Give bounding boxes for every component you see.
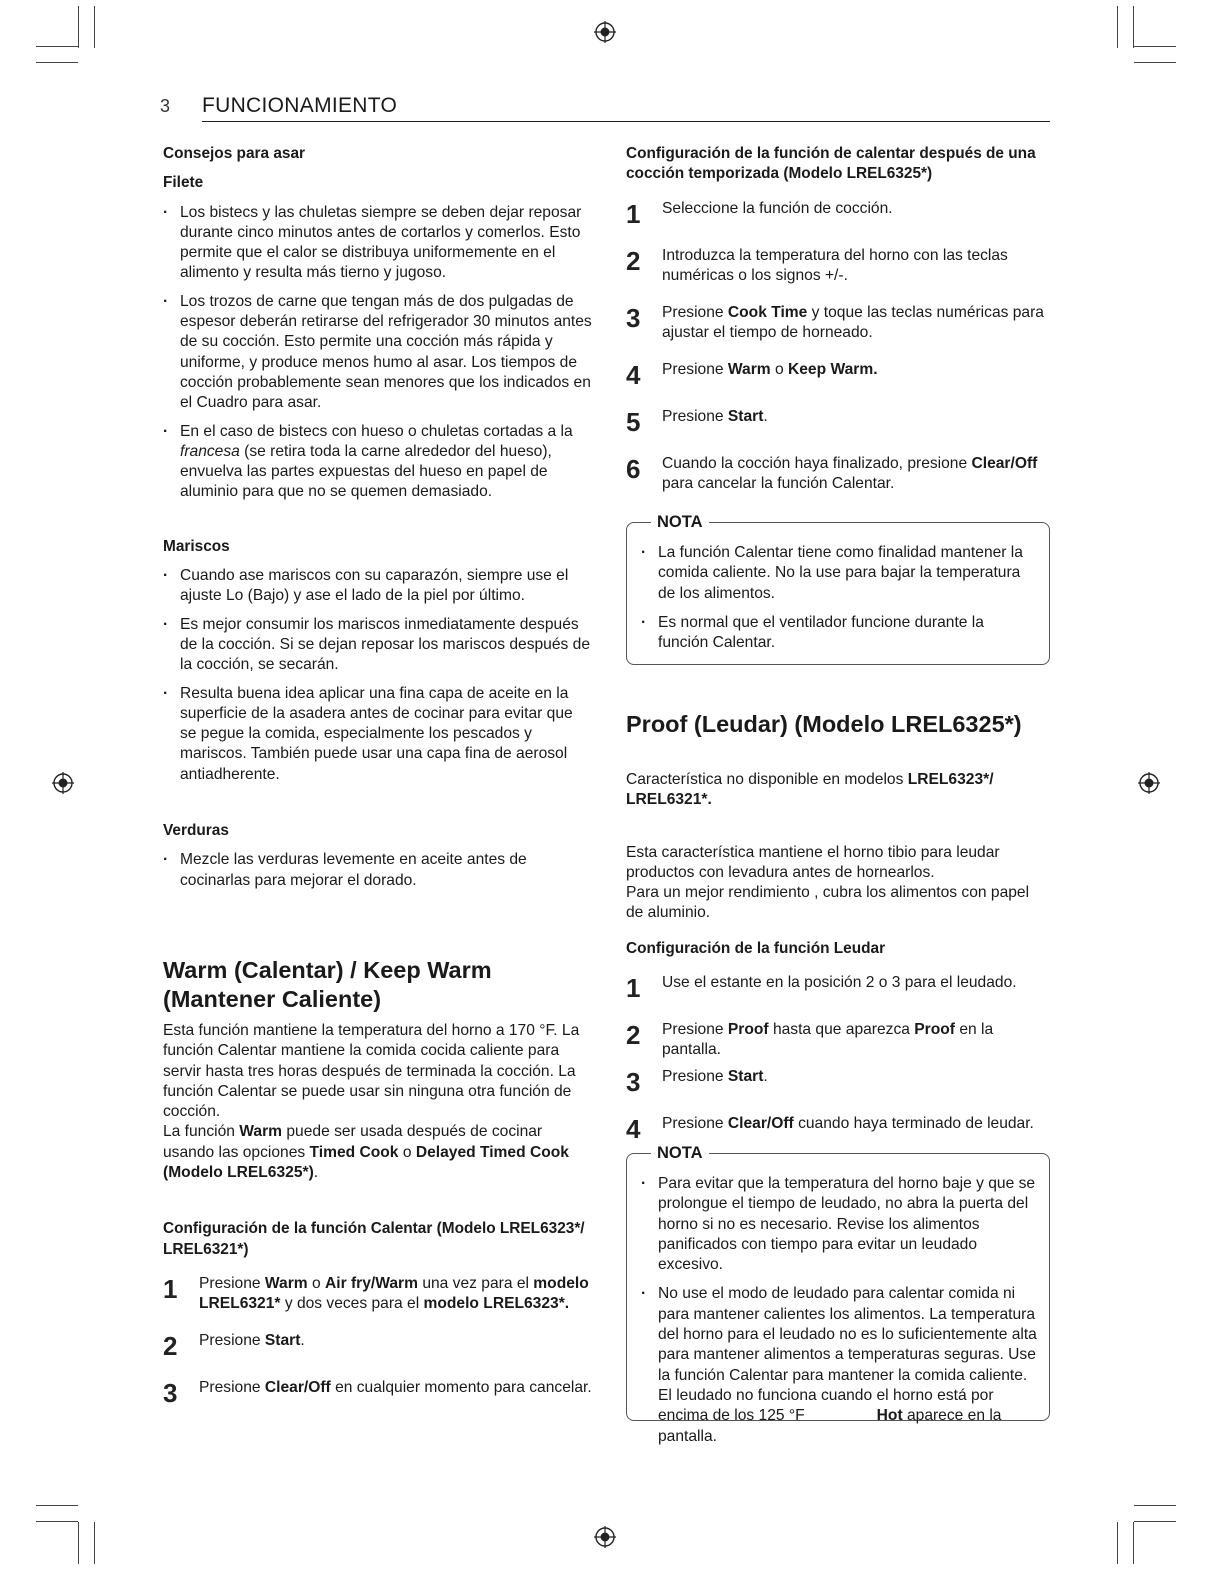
step-item: 3 Presione Cook Time y toque las teclas numéricas para ajustar el tiempo de horneado.	[626, 302, 1044, 341]
note-list	[627, 523, 1049, 653]
crop-mark	[1134, 46, 1176, 47]
seafood-title: Mariscos	[163, 537, 230, 555]
seafood-list	[163, 566, 593, 785]
steak-list	[163, 203, 593, 503]
crop-mark	[36, 46, 78, 47]
step-item: 1 Use el estante en la posición 2 o 3 para el leudado.	[626, 973, 1017, 1004]
warm-heading: Warm (Calentar) / Keep Warm (Mantener Caliente)	[163, 957, 492, 1012]
warm-config-title: Configuración de la función Calentar (Modelo LREL6323*/ LREL6321*)	[163, 1220, 585, 1258]
crop-mark	[36, 62, 78, 63]
warm-after-steps	[626, 199, 1050, 495]
list-item: · Los trozos de carne que tengan más de dos pulgadas de espesor deberán retirarse del refrigerador 30 minutos antes de su cocción. Esto permite una cocción más rápida y uniforme, y produce menos humo al asar. Los tiempos de cocción probablemente sean menores que los indicados en el Cuadro para asar.	[163, 292, 593, 414]
step-item: 2 Introduzca la temperatura del horno con las teclas numéricas o los signos +/-.	[626, 245, 1008, 284]
list-item: · En el caso de bistecs con hueso o chuletas cortadas a la francesa (se retira toda la carne alrededor del hueso), envuelva las partes expuestas del hueso en papel de aluminio para que no se quemen demasiado.	[163, 422, 593, 503]
crop-mark	[1133, 6, 1134, 48]
step-item: 5 Presione Start.	[626, 406, 768, 437]
registration-mark-icon	[1138, 772, 1160, 794]
step-item: 1 Presione Warm o Air fry/Warm una vez para el modelo LREL6321* y dos veces para el modelo LREL6323*.	[163, 1273, 589, 1313]
grill-tips-title: Consejos para asar	[163, 145, 306, 162]
registration-mark-icon	[594, 1526, 616, 1548]
step-item: 4 Presione Clear/Off cuando haya terminado de leudar.	[626, 1114, 1034, 1145]
step-item: 2 Presione Start.	[163, 1330, 305, 1361]
crop-mark	[1134, 1505, 1176, 1506]
warm-description: Esta función mantiene la temperatura del horno a 170 °F. La función Calentar mantiene la comida cocida caliente para servir hasta tres horas después de terminada la cocción. La función Calentar se puede usar sin ninguna otra función de cocción.	[163, 1022, 580, 1121]
crop-mark	[94, 6, 95, 48]
list-item: · Los bistecs y las chuletas siempre se deben dejar reposar durante cinco minutos antes de cortarlos y comerlos. Esto permite que el calor se distribuya uniformemente en el alimento y resulta más tierno y jugoso.	[163, 203, 593, 284]
step-item: 3 Presione Start.	[626, 1067, 768, 1098]
crop-mark	[1133, 1522, 1134, 1564]
crop-mark	[1134, 62, 1176, 63]
step-item: 2 Presione Proof hasta que aparezca Proof en la pantalla.	[626, 1020, 994, 1059]
list-item: · Es mejor consumir los mariscos inmediatamente después de la cocción. Si se dejan reposar los mariscos después de la cocción, se secarán.	[163, 615, 593, 676]
warm-description-2: La función Warm puede ser usada después de cocinar usando las opciones Timed Cook o Delayed Timed Cook (Modelo LREL6325*).	[163, 1123, 569, 1182]
crop-mark	[78, 1522, 79, 1564]
note-box	[626, 1144, 1050, 1445]
proof-description: Esta característica mantiene el horno tibio para leudar productos con levadura antes de hornearlos.	[626, 843, 1000, 881]
crop-mark	[94, 1522, 95, 1564]
steak-title: Filete	[163, 174, 204, 192]
crop-mark	[1134, 1521, 1176, 1522]
registration-mark-icon	[52, 772, 74, 794]
vegetables-title: Verduras	[163, 822, 229, 840]
registration-mark-icon	[594, 21, 616, 43]
left-column	[163, 144, 593, 899]
proof-steps	[626, 973, 1050, 1145]
crop-mark	[78, 6, 79, 48]
list-item: · Mezcle las verduras levemente en aceite antes de cocinarlas para mejorar el dorado.	[163, 850, 593, 891]
crop-mark	[1117, 1522, 1118, 1564]
note-box	[626, 513, 1050, 665]
step-item: 4 Presione Warm o Keep Warm.	[626, 359, 878, 390]
section-title: FUNCIONAMIENTO	[202, 94, 398, 117]
list-item: · Para evitar que la temperatura del horno baje y que se prolongue el tiempo de leudado, no abra la puerta del horno si no es necesario. Revise los alimentos panificados con tiempo para evitar un leudado excesivo.	[641, 1174, 1037, 1275]
proof-heading: Proof (Leudar) (Modelo LREL6325*)	[626, 711, 1022, 737]
crop-mark	[36, 1505, 78, 1506]
note-label: NOTA	[651, 1143, 709, 1163]
warm-after-title: Configuración de la función de calentar después de una cocción temporizada (Modelo LREL6325*)	[626, 145, 1036, 183]
proof-section	[626, 710, 1050, 1145]
crop-mark	[36, 1521, 78, 1522]
list-item: · No use el modo de leudado para calentar comida ni para mantener calientes los alimentos. La temperatura del horno para el leudado no es lo suficientemente alta para mantener alimentos a temperaturas seguras. Use la función Calentar para mantener la comida caliente. El leudado no funciona cuando el horno está por encima de los 125 °F Hot aparece en la pantalla.	[641, 1284, 1037, 1446]
crop-mark	[1117, 6, 1118, 48]
note-label: NOTA	[651, 512, 709, 532]
vegetables-list	[163, 850, 593, 891]
proof-availability: Característica no disponible en modelos LREL6323*/ LREL6321*.	[626, 771, 994, 809]
warm-steps	[163, 1274, 593, 1406]
note-list	[627, 1154, 1049, 1447]
step-item: 1 Seleccione la función de cocción.	[626, 198, 893, 229]
warm-section	[163, 956, 593, 1406]
right-column	[626, 144, 1050, 494]
proof-config-title: Configuración de la función Leudar	[626, 939, 886, 957]
list-item: · Resulta buena idea aplicar una fina capa de aceite en la superficie de la asadera antes de cocinar para evitar que se pegue la comida, especialmente los pescados y mariscos. También puede usar una capa fina de aerosol antiadherente.	[163, 684, 593, 785]
step-item: 6 Cuando la cocción haya finalizado, presione Clear/Off para cancelar la función Calentar.	[626, 453, 1038, 492]
page-number: 3	[160, 96, 171, 116]
list-item: · La función Calentar tiene como finalidad mantener la comida caliente. No la use para bajar la temperatura de los alimentos.	[641, 543, 1037, 604]
list-item: · Es normal que el ventilador funcione durante la función Calentar.	[641, 613, 1037, 654]
list-item: · Cuando ase mariscos con su caparazón, siempre use el ajuste Lo (Bajo) y ase el lado de la piel por último.	[163, 566, 593, 607]
header-rule	[202, 121, 1050, 122]
step-item: 3 Presione Clear/Off en cualquier momento para cancelar.	[163, 1377, 592, 1408]
proof-description-2: Para un mejor rendimiento , cubra los alimentos con papel de aluminio.	[626, 884, 1030, 922]
